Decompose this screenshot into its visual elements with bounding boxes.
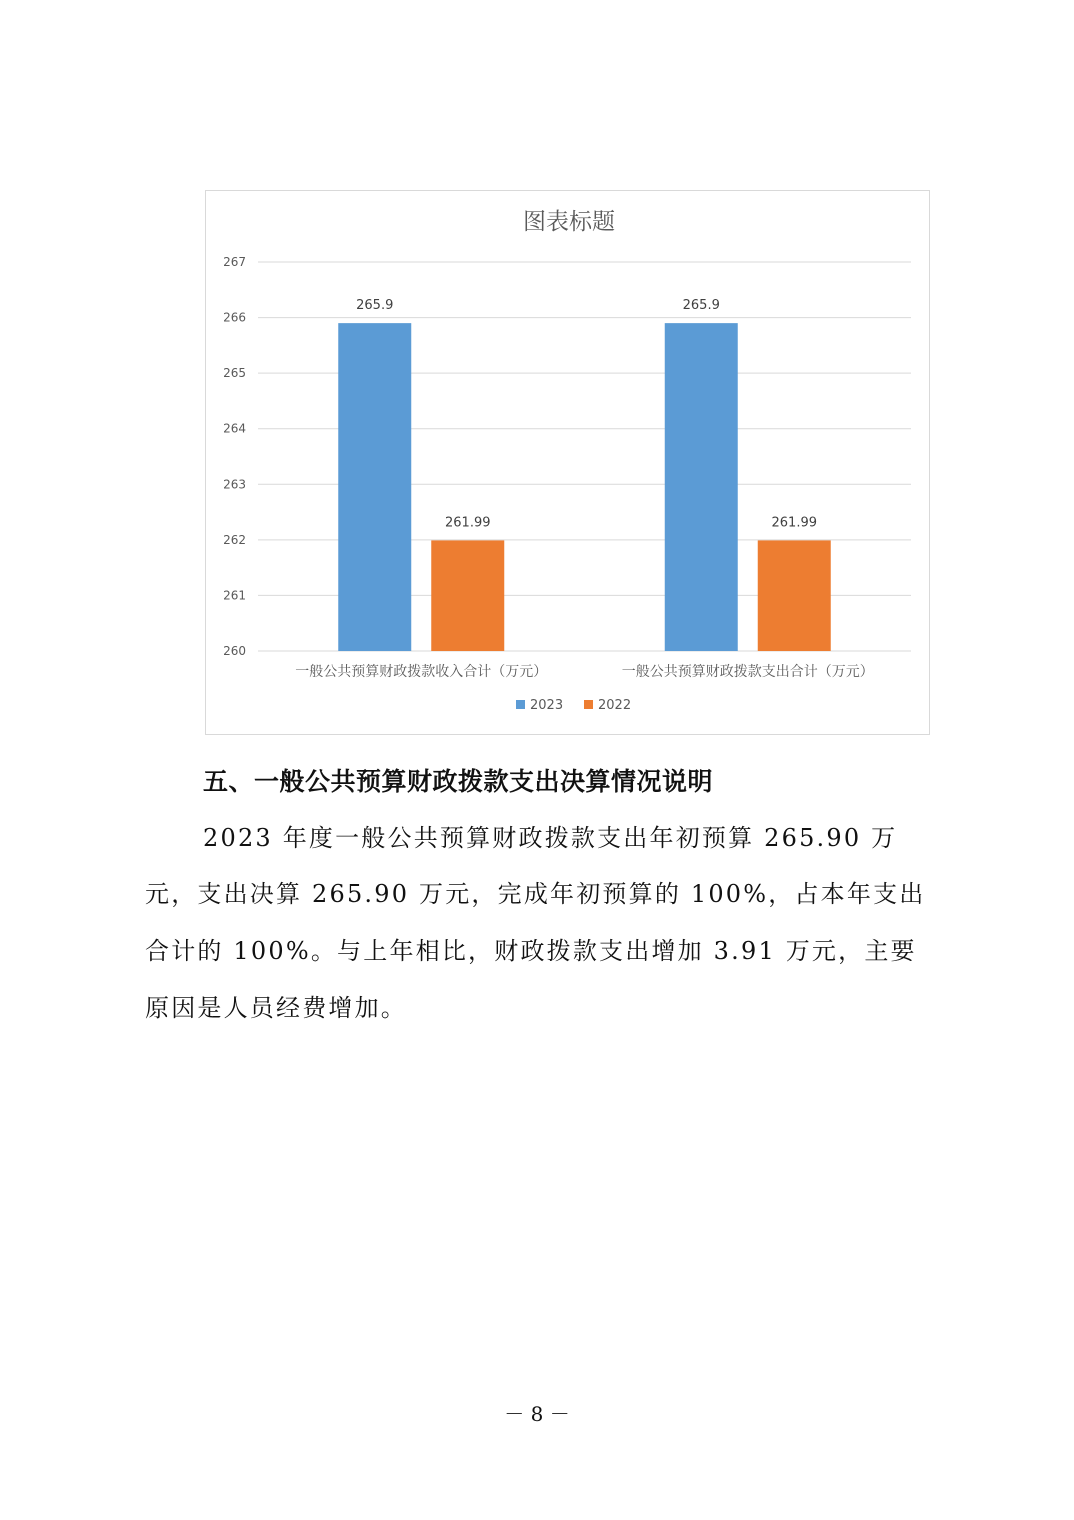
y-tick-label: 265	[223, 366, 246, 381]
category-label: 一般公共预算财政拨款收入合计（万元）	[295, 664, 548, 680]
data-label: 265.9	[682, 298, 720, 314]
legend-label: 2022	[598, 698, 632, 713]
y-tick-label: 266	[223, 310, 246, 325]
page-number: － 8 －	[504, 1402, 570, 1426]
paragraph-line: 2023 年度一般公共预算财政拨款支出年初预算 265.90 万	[203, 824, 898, 852]
paragraph-line: 元，支出决算 265.90 万元，完成年初预算的 100%，占本年支出	[145, 880, 926, 908]
paragraph-line: 原因是人员经费增加。	[145, 994, 407, 1022]
section-heading: 五、一般公共预算财政拨款支出决算情况说明	[203, 767, 714, 796]
bar-2023	[338, 323, 411, 651]
y-tick-label: 262	[223, 532, 246, 547]
bar-2023	[665, 323, 738, 651]
y-tick-label: 261	[223, 588, 246, 603]
y-tick-label: 267	[223, 255, 246, 269]
data-label: 261.99	[771, 515, 817, 531]
category-label: 一般公共预算财政拨款支出合计（万元）	[621, 664, 874, 680]
y-tick-label: 260	[223, 644, 246, 658]
bar-chart	[206, 191, 931, 736]
legend-swatch-2023	[516, 700, 525, 709]
legend-swatch-2022	[584, 700, 593, 709]
bar-2022	[758, 540, 831, 651]
legend-label: 2023	[530, 698, 564, 713]
bar-2022	[431, 540, 504, 651]
paragraph-line: 合计的 100%。与上年相比，财政拨款支出增加 3.91 万元，主要	[145, 937, 917, 965]
y-tick-label: 263	[223, 477, 246, 492]
data-label: 265.9	[356, 298, 394, 314]
y-tick-label: 264	[223, 421, 246, 436]
data-label: 261.99	[445, 515, 491, 531]
chart-title: 图表标题	[523, 209, 615, 235]
chart-container	[205, 190, 930, 735]
